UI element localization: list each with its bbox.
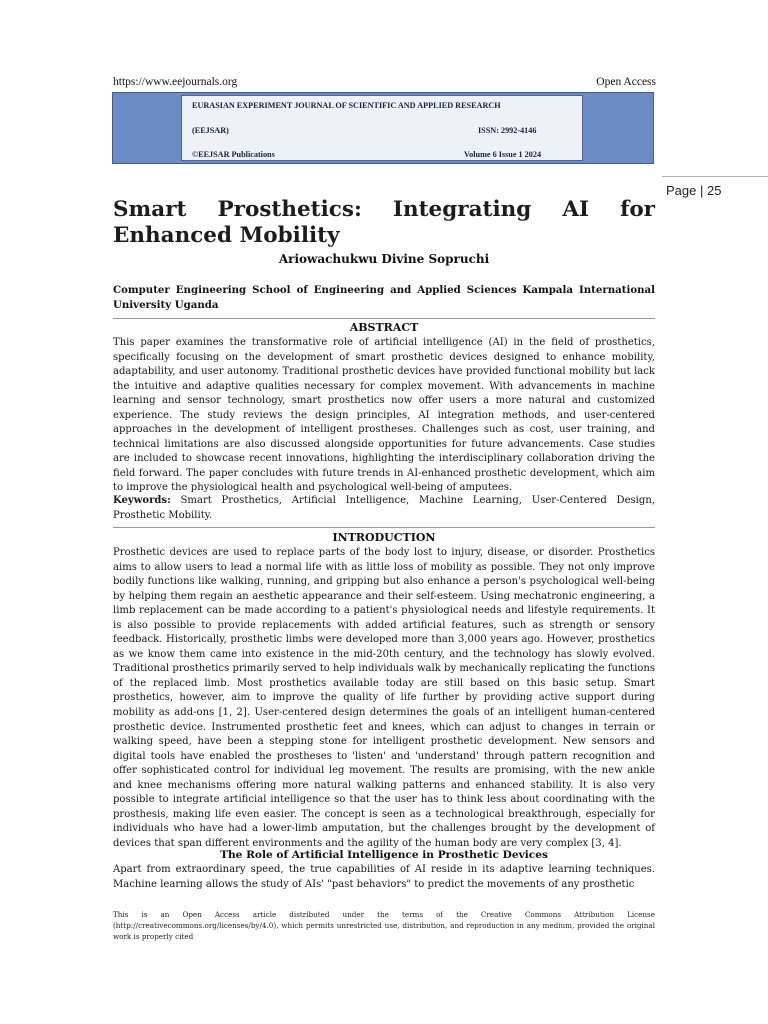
journal-issn: ISSN: 2992-4146 xyxy=(478,126,537,135)
journal-volume: Volume 6 Issue 1 2024 xyxy=(464,150,542,159)
keywords-label: Keywords: xyxy=(113,495,171,506)
article-author: Ariowachukwu Divine Sopruchi xyxy=(278,252,490,266)
open-access-label: Open Access xyxy=(596,76,656,88)
ai-section-heading: The Role of Artificial Intelligence in Prosthetic Devices xyxy=(220,849,548,861)
introduction-text: Prosthetic devices are used to replace parts of the body lost to injury, disease, or disorder. Prosthetics aims to allow users to lead a normal life with as little loss of mobility as possible. They not only improve bodily functions like walking, running, and gripping but also enhance a person's psychological well-being by helping them regain an aesthetic appearance and their self-esteem. Using mechatronic engineering, a limb replacement can be made according to a patient's physiological needs and lifestyle requirements. It is also possible to provide replacements with added artificial features, such as strength or sensory feedback. Historically, prosthetic limbs were developed more than 3,000 years ago. However, prosthetics as we know them came into existence in the mid-20th century, and the technology has slowly evolved. Traditional prosthetics primarily served to help individuals walk by mechanically replicating the functions of the replaced limb. Most prosthetics available today are still based on this basic setup. Smart prosthetics, however, aim to improve the quality of life further by providing active support during mobility as add-ons [1, 2]. User-centered design determines the goals of an intelligent human-centered prosthetic device. Instrumented prosthetic feet and knees, which can adjust to changes in terrain or walking speed, have been a stepping stone for intelligent prosthetic development. New sensors and digital tools have enabled the prostheses to 'listen' and 'understand' through pattern recognition and offer sophisticated control for individual leg movement. The results are promising, with the new ankle and knee mechanisms offering more natural walking patterns and enhanced stability. It is also very possible to integrate artificial intelligence so that the user has to think less about coordinating with the prosthesis, making life even easier. The concept is seen as a technological breakthrough, especially for individuals who have had a lower-limb amputation, but the challenges brought by the development of devices that span different environments and the agility of the human body are very complex [3, 4]. xyxy=(113,547,655,849)
journal-name: EURASIAN EXPERIMENT JOURNAL OF SCIENTIFIC AND APPLIED RESEARCH xyxy=(192,101,501,110)
article-title: Smart Prosthetics: Integrating AI for Enhanced Mobility xyxy=(113,197,655,248)
journal-abbreviation: (EEJSAR) xyxy=(192,126,229,135)
journal-banner xyxy=(112,92,654,164)
page-number: Page | 25 xyxy=(666,183,722,198)
journal-url-link[interactable]: https://www.eejournals.org xyxy=(113,76,238,88)
journal-publisher: ©EEJSAR Publications xyxy=(192,150,275,159)
abstract-heading: ABSTRACT xyxy=(349,321,419,334)
section-divider xyxy=(113,527,655,528)
keywords-line xyxy=(113,494,655,523)
license-footer: This is an Open Access article distributed under the terms of the Creative Commons Attribution License (http://creativecommons.org/licenses/by/4.0), which permits unrestricted use, distribution, and reproduction in any medium, provided the original work is properly cited xyxy=(113,910,655,941)
page-number-divider xyxy=(662,176,768,177)
journal-banner-panel xyxy=(181,95,583,161)
keywords-list: Smart Prosthetics, Artificial Intelligence, Machine Learning, User-Centered Design, Prosthetic Mobility. xyxy=(113,495,655,521)
ai-section-text: Apart from extraordinary speed, the true capabilities of AI reside in its adaptive learning techniques. Machine learning allows the study of AIs' "past behaviors" to predict the movements of any prosthetic xyxy=(113,864,655,890)
abstract-text: This paper examines the transformative role of artificial intelligence (AI) in the field of prosthetics, specifically focusing on the development of smart prosthetic devices designed to enhance mobility, adaptability, and user autonomy. Traditional prosthetic devices have provided functional mobility but lack the intuitive and adaptive qualities necessary for complex movement. With advancements in machine learning and sensor technology, smart prosthetics now offer users a more natural and customized experience. The study reviews the design principles, AI integration methods, and user-centered approaches in the development of intelligent prostheses. Challenges such as cost, user training, and technical limitations are also discussed alongside opportunities for future advancements. Case studies are included to showcase recent innovations, highlighting the interdisciplinary collaboration driving the field forward. The paper concludes with future trends in AI-enhanced prosthetic development, which aim to improve the physiological health and psychological well-being of amputees. xyxy=(113,337,655,494)
author-affiliation: Computer Engineering School of Engineering and Applied Sciences Kampala International University Uganda xyxy=(113,284,655,311)
section-divider xyxy=(113,318,655,319)
introduction-heading: INTRODUCTION xyxy=(332,531,436,544)
page-number-box xyxy=(666,180,768,199)
